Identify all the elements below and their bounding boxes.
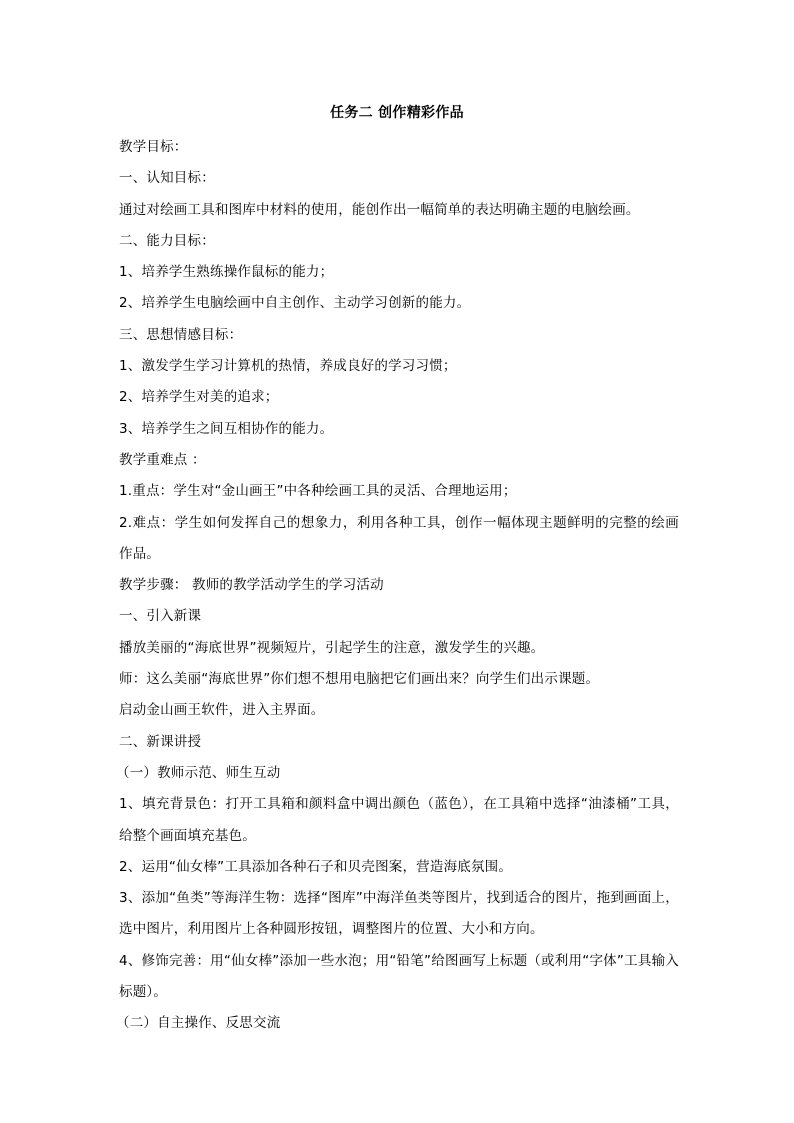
subheading-new-lesson: 二、新课讲授	[119, 733, 202, 750]
list-item: 1.重点：学生对“金山画王”中各种绘画工具的灵活、合理地运用；	[119, 483, 517, 500]
list-item: 3、添加“鱼类”等海洋生物：选择“图库”中海洋鱼类等图片，找到适合的图片，拖到画面上，选中图片，利用图片上各种圆形按钮，调整图片的位置、大小和方向。	[119, 890, 679, 938]
document-body	[116, 132, 679, 1040]
section-heading-steps: 教学步骤： 教师的教学活动学生的学习活动	[119, 577, 384, 594]
paragraph-line: 启动金山画王软件，进入主界面。	[119, 702, 325, 719]
paragraph-line: 播放美丽的“海底世界”视频短片，引起学生的注意，激发学生的兴趣。	[119, 639, 545, 656]
paragraph-line: 通过对绘画工具和图库中材料的使用，能创作出一幅简单的表达明确主题的电脑绘画。	[119, 201, 640, 218]
list-item: 1、激发学生学习计算机的热情，养成良好的学习习惯；	[119, 358, 457, 375]
list-item: 2.难点：学生如何发挥自己的想象力，利用各种工具，创作一幅体现主题鲜明的完整的绘画作品。	[119, 514, 679, 562]
list-item: 2、运用“仙女棒”工具添加各种石子和贝壳图案，营造海底氛围。	[119, 858, 513, 875]
section-heading-key-points: 教学重难点 ：	[119, 451, 206, 468]
subheading-practice: （二）自主操作、反思交流	[116, 1015, 281, 1032]
subheading-demo: （一）教师示范、师生互动	[116, 764, 281, 781]
list-item: 1、填充背景色：打开工具箱和颜料盒中调出颜色（蓝色），在工具箱中选择“油漆桶”工具，给整个画面填充基色。	[119, 796, 679, 844]
subheading-emotion: 三、思想情感目标：	[119, 326, 243, 343]
page-title: 任务二 创作精彩作品	[330, 105, 464, 121]
paragraph-line: 师：这么美丽“海底世界”你们想不想用电脑把它们画出来？向学生们出示课题。	[119, 671, 600, 688]
list-item: 1、培养学生熟练操作鼠标的能力；	[119, 264, 334, 281]
list-item: 4、修饰完善：用“仙女棒”添加一些水泡；用“铅笔”给图画写上标题（或利用“字体”工具输入标题）。	[119, 952, 679, 1001]
subheading-cognitive: 一、认知目标：	[119, 170, 215, 187]
list-item: 3、培养学生之间互相协作的能力。	[119, 420, 334, 437]
list-item: 2、培养学生电脑绘画中自主创作、主动学习创新的能力。	[119, 295, 471, 312]
subheading-ability: 二、能力目标：	[119, 232, 215, 249]
section-heading-objectives: 教学目标：	[119, 139, 188, 155]
subheading-intro: 一、引入新课	[119, 608, 202, 625]
list-item: 2、培养学生对美的追求；	[119, 389, 279, 406]
